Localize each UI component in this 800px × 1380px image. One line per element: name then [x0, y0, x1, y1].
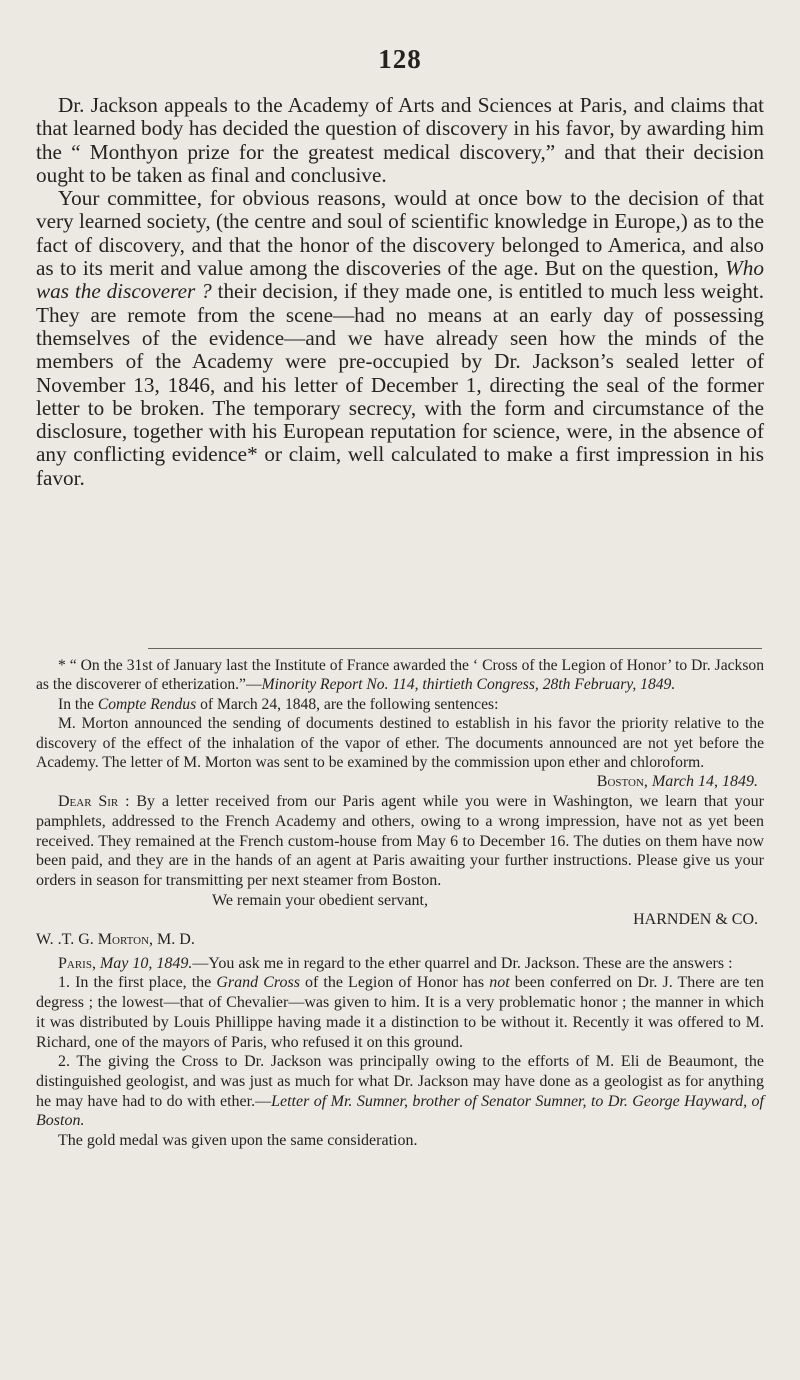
letter-closing: We remain your obedient servant, — [212, 891, 428, 909]
footnote-rule — [148, 648, 762, 649]
addressee-name: Morton, — [97, 931, 154, 949]
paragraph-monthyon-prize — [36, 94, 764, 187]
footnote-text: In the — [58, 695, 98, 713]
footnote-citation: Minority Report No. 114, thirtieth Congress, 28th February, 1849. — [261, 676, 676, 694]
letter-text: —You ask me in regard to the ether quarrel and Dr. Jackson. These are the answers : — [192, 954, 733, 972]
letter-citation: Letter of Mr. Sumner, brother of Senator Sumner, to Dr. George Hayward, of Boston. — [36, 1092, 764, 1130]
letter-dateline — [36, 772, 764, 792]
footnote-compte-rendus-intro — [36, 695, 764, 714]
letter-place: Paris, — [58, 954, 96, 972]
letter-signature: HARNDEN & CO. — [633, 911, 758, 929]
footnote-legion-of-honor — [36, 656, 764, 695]
addressee-suffix: M. D. — [153, 931, 195, 949]
point-text: been conferred on Dr. J. There are ten degress ; the lowest—that of Chevalier—was given to him. It is a very problematic honor ; the manner in which it was distributed by Louis Phillippe having made it a distinction to be without it. Recently it was offered to M. Richard, one of the mayors of Paris, who refused it on this ground. — [36, 974, 764, 1051]
footnote-morton-announcement: M. Morton announced the sending of documents destined to establish in his favor the priority relative to the discovery of the effect of the inhalation of the vapor of ether. The documents announced are not yet before the Academy. The letter of M. Morton was sent to be examined by the commission upon ether and chloroform. — [36, 715, 764, 772]
sumner-point-one — [36, 973, 764, 1052]
letter-body — [36, 792, 764, 891]
sumner-point-two — [36, 1052, 764, 1131]
dateline-date: March 14, 1849. — [647, 773, 758, 791]
point-text: 1. In the first place, the — [58, 974, 217, 992]
addressee-initials: W. .T. G. — [36, 931, 98, 949]
emphasized-question: Who was the discoverer ? — [36, 256, 764, 304]
emphasized-term: Grand Cross — [216, 974, 300, 992]
sumner-letter-opening — [36, 954, 764, 974]
footnote-text: * “ On the 31st of January last the Institute of France awarded the ‘ Cross of the Legion of Honor’ to Dr. Jackson as the discoverer of etherization.”— — [36, 657, 764, 694]
point-text: 2. The giving the Cross to Dr. Jackson was principally owing to the efforts of M. Eli de Beaumont, the distinguished geologist, and was just as much for what Dr. Jackson may have done as a geologist as for anything he may have had to do with ether.— — [36, 1053, 764, 1110]
gold-medal-note: The gold medal was given upon the same consideration. — [58, 1132, 418, 1150]
letter-salutation: Dear Sir : — [58, 793, 130, 811]
publication-title: Compte Rendus — [97, 695, 197, 713]
footnote-text: of March 24, 1848, are the following sentences: — [196, 695, 499, 713]
letter-date: May 10, 1849. — [95, 954, 193, 972]
paragraph-text: Dr. Jackson appeals to the Academy of Arts and Sciences at Paris, and claims that that learned body has decided the question of discovery in his favor, by awarding him the “ Monthyon prize for the greatest medical discovery,” and that their decision ought to be taken as final and conclusive. — [36, 93, 764, 187]
footnotes — [36, 656, 764, 1151]
paragraph-text: their decision, if they made one, is entitled to much less weight. They are remote from the scene—had no means at an early day of possessing themselves of the evidence—and we have already seen how the minds of the members of the Academy were pre-occupied by Dr. Jackson’s sealed letter of November 13, 1846, and his letter of December 1, directing the seal of the former letter to be broken. The temporary secrecy, with the form and circumstance of the disclosure, together with his European reputation for science, were, in the absence of any conflicting evidence* or claim, well calculated to make a first impression in his favor. — [36, 279, 764, 490]
emphasized-not: not — [489, 974, 510, 992]
dateline-place: Boston, — [596, 773, 648, 791]
main-text — [36, 94, 764, 490]
letter-addressee — [36, 930, 764, 950]
paragraph-text: Your committee, for obvious reasons, would at once bow to the decision of that very learned society, (the centre and soul of scientific knowledge in Europe,) as to the fact of discovery, and that the honor of the discovery belonged to America, and also as to its merit and value among the discoveries of the age. But on the question, — [36, 186, 764, 281]
page-number: 128 — [378, 44, 422, 74]
letter-text: By a letter received from our Paris agent while you were in Washington, we learn that your pamphlets, addressed to the French Academy and others, owing to a wrong impression, have not as yet been received. They remained at the French custom-house from May 6 to December 16. The duties on them have now been paid, and they are in the hands of an agent at Paris awaiting your further instructions. Please give us your orders in season for transmitting per next steamer from Boston. — [36, 793, 764, 889]
harnden-letter — [36, 772, 764, 1150]
point-text: of the Legion of Honor has — [299, 974, 490, 992]
paragraph-committee-view — [36, 187, 764, 490]
